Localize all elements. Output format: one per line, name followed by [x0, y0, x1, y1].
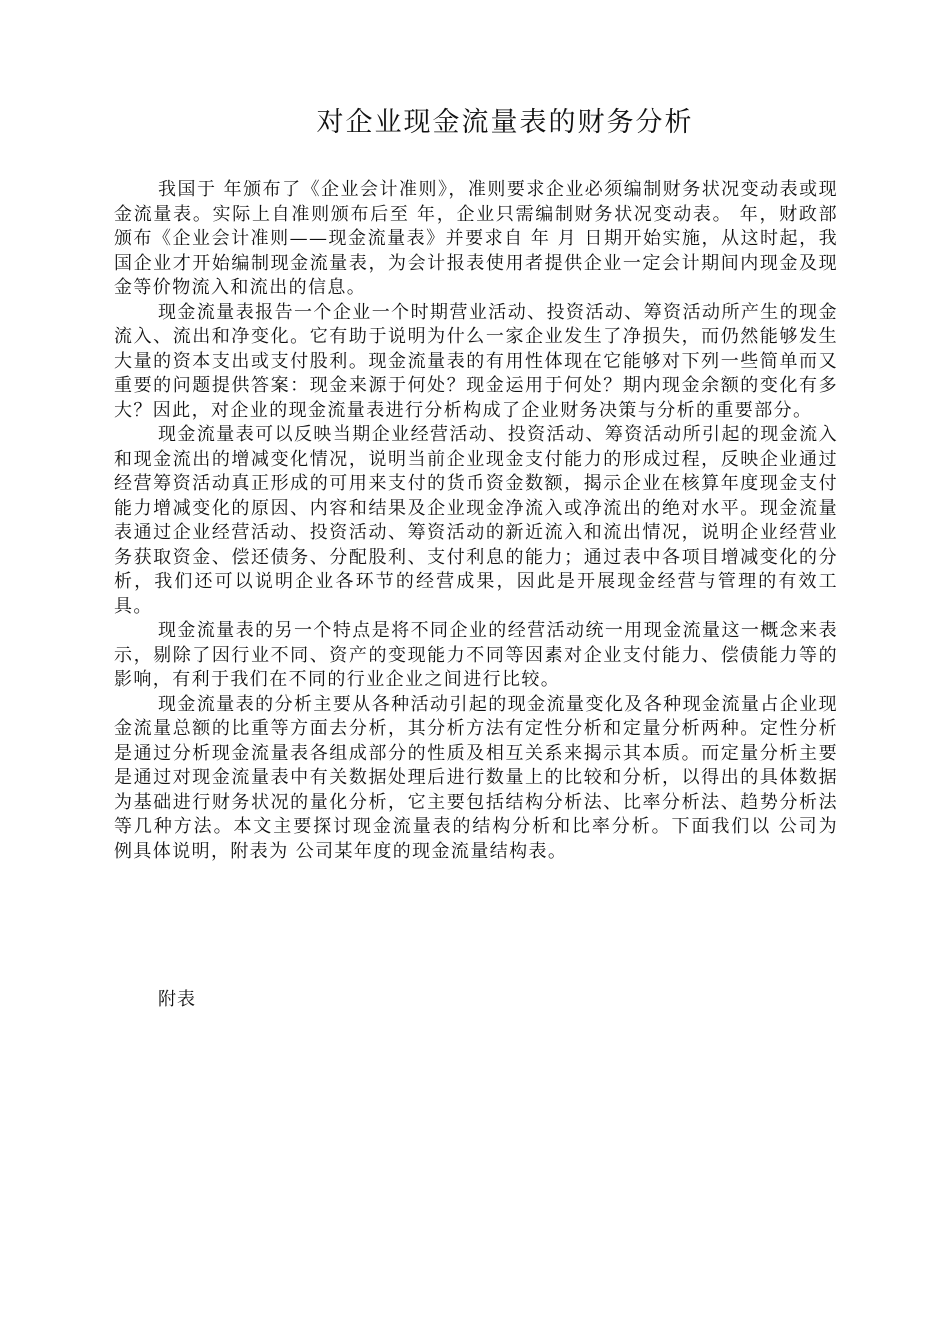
paragraph-1: 我国于 年颁布了《企业会计准则》，准则要求企业必须编制财务状况变动表或现金流量表。实际上自准则颁布后至 年，企业只需编制财务状况变动表。 年，财政部颁布《企业会计准则——现金流量表》并要求自 年 月 日期开始实施，从这时起，我国企业才开始编制现金流量表，为会计报表使用者提供企业一定会计期间内现金及现金等价物流入和流出的信息。 — [114, 179, 838, 298]
paragraph-4: 现金流量表的另一个特点是将不同企业的经营活动统一用现金流量这一概念来表示，剔除了因行业不同、资产的变现能力不同等因素对企业支付能力、偿债能力等的影响，有利于我们在不同的行业企业之间进行比较。 — [114, 620, 838, 690]
appendix-label: 附表 — [158, 989, 196, 1010]
paragraph-3: 现金流量表可以反映当期企业经营活动、投资活动、筹资活动所引起的现金流入和现金流出的增减变化情况，说明当前企业现金支付能力的形成过程，反映企业通过经营筹资活动真正形成的可用来支付的货币资金数额，揭示企业在核算年度现金支付能力增减变化的原因、内容和结果及企业现金净流入或净流出的绝对水平。现金流量表通过企业经营活动、投资活动、筹资活动的新近流入和流出情况，说明企业经营业务获取资金、偿还债务、分配股利、支付利息的能力；通过表中各项目增减变化的分析，我们还可以说明企业各环节的经营成果，因此是开展现金经营与管理的有效工具。 — [114, 424, 838, 617]
paragraph-5: 现金流量表的分析主要从各种活动引起的现金流量变化及各种现金流量占企业现金流量总额的比重等方面去分析，其分析方法有定性分析和定量分析两种。定性分析是通过分析现金流量表各组成部分的性质及相互关系来揭示其本质。而定量分析主要是通过对现金流量表中有关数据处理后进行数量上的比较和分析，以得出的具体数据为基础进行财务状况的量化分析，它主要包括结构分析法、比率分析法、趋势分析法等几种方法。本文主要探讨现金流量表的结构分析和比率分析。下面我们以 公司为例具体说明，附表为 公司某年度的现金流量结构表。 — [114, 693, 838, 862]
document-body — [114, 178, 838, 864]
document-title: 对企业现金流量表的财务分析 — [316, 107, 694, 138]
paragraph-2: 现金流量表报告一个企业一个时期营业活动、投资活动、筹资活动所产生的现金流入、流出和净变化。它有助于说明为什么一家企业发生了净损失，而仍然能够发生大量的资本支出或支付股利。现金流量表的有用性体现在它能够对下列一些简单而又重要的问题提供答案：现金来源于何处？现金运用于何处？期内现金余额的变化有多大？因此，对企业的现金流量表进行分析构成了企业财务决策与分析的重要部分。 — [114, 301, 838, 421]
